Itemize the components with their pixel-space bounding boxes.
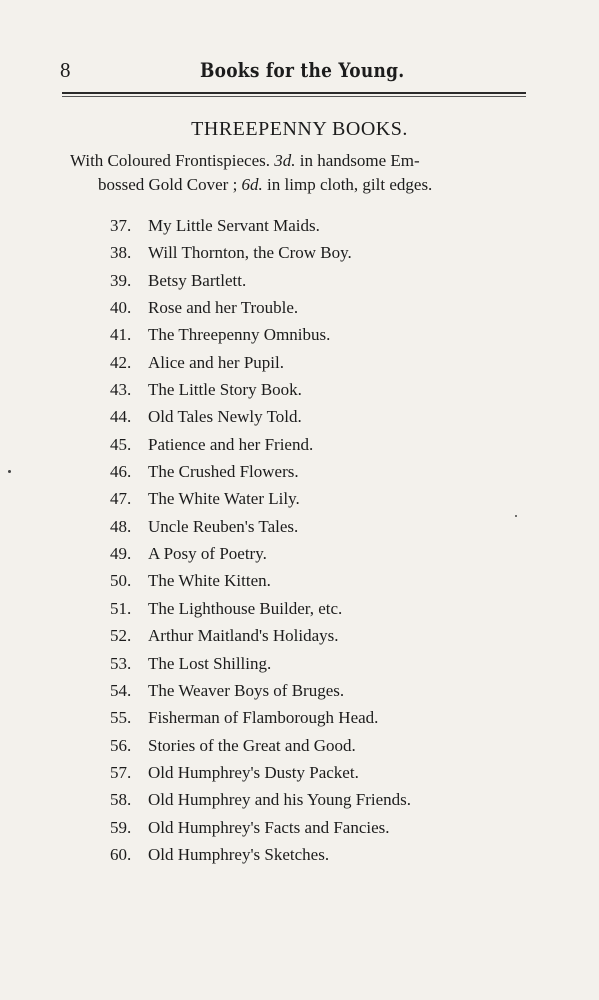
section-title: THREEPENNY BOOKS.	[191, 118, 408, 140]
book-title: Old Humphrey's Sketches.	[148, 844, 330, 864]
book-title: Fisherman of Flamborough Head.	[148, 708, 379, 728]
list-item	[110, 595, 411, 622]
intro-text: in handsome Em-	[295, 151, 420, 170]
book-number: 39.	[110, 270, 132, 290]
book-number: 59.	[110, 817, 132, 837]
book-title: The Little Story Book.	[148, 380, 302, 400]
book-title: My Little Servant Maids.	[148, 216, 320, 235]
book-title: Old Humphrey's Dusty Packet.	[148, 762, 359, 782]
list-item	[110, 622, 411, 649]
book-number: 38.	[110, 243, 132, 263]
list-item	[110, 458, 411, 485]
book-title: Patience and her Friend.	[148, 434, 314, 454]
list-item	[110, 814, 411, 841]
book-title: Betsy Bartlett.	[148, 270, 247, 290]
book-number: 55.	[110, 708, 132, 728]
section-intro	[70, 149, 540, 197]
book-number: 51.	[110, 598, 132, 618]
header-rule	[62, 92, 526, 94]
book-title: Arthur Maitland's Holidays.	[148, 626, 339, 646]
book-number: 57.	[110, 762, 132, 782]
list-item	[110, 540, 411, 567]
book-number: 47.	[110, 489, 132, 509]
book-number: 37.	[110, 216, 132, 235]
header-rule-thin	[62, 96, 526, 97]
book-number: 50.	[110, 571, 132, 591]
book-title: The Threepenny Omnibus.	[148, 325, 331, 345]
book-title: Will Thornton, the Crow Boy.	[148, 243, 352, 263]
list-item	[110, 267, 411, 294]
list-item	[110, 704, 411, 731]
list-item	[110, 349, 411, 376]
book-title: The Weaver Boys of Bruges.	[148, 680, 345, 700]
list-item	[110, 677, 411, 704]
book-number: 48.	[110, 516, 132, 536]
book-number: 49.	[110, 544, 132, 564]
book-number: 60.	[110, 844, 132, 864]
list-item	[110, 841, 411, 868]
list-item	[110, 431, 411, 458]
list-item	[110, 650, 411, 677]
book-title: The Lighthouse Builder, etc.	[148, 598, 343, 618]
list-item	[110, 567, 411, 594]
list-item	[110, 321, 411, 348]
book-title: Stories of the Great and Good.	[148, 735, 356, 755]
page-number: 8	[60, 58, 71, 82]
list-item	[110, 212, 411, 239]
intro-price: 3d.	[274, 151, 296, 170]
list-item	[110, 786, 411, 813]
intro-line-2	[70, 173, 540, 197]
book-number: 40.	[110, 298, 132, 318]
book-title: The White Water Lily.	[148, 489, 300, 509]
book-number: 56.	[110, 735, 132, 755]
book-number: 43.	[110, 380, 132, 400]
list-item	[110, 239, 411, 266]
book-title: The White Kitten.	[148, 571, 271, 591]
list-item	[110, 732, 411, 759]
book-title: Alice and her Pupil.	[148, 352, 284, 372]
list-item	[110, 403, 411, 430]
print-speck	[8, 470, 11, 473]
book-title: A Posy of Poetry.	[148, 544, 267, 564]
book-number: 54.	[110, 680, 132, 700]
intro-text: With Coloured Frontispieces.	[70, 151, 275, 170]
book-title: Old Humphrey and his Young Friends.	[148, 790, 412, 810]
book-number: 42.	[110, 352, 132, 372]
intro-price: 6d.	[241, 175, 263, 194]
intro-line-1	[70, 149, 540, 173]
list-item	[110, 376, 411, 403]
book-number: 53.	[110, 653, 132, 673]
book-number: 52.	[110, 626, 132, 646]
book-title: Rose and her Trouble.	[148, 298, 299, 318]
book-number: 45.	[110, 434, 132, 454]
book-title: Old Humphrey's Facts and Fancies.	[148, 817, 390, 837]
list-item	[110, 485, 411, 512]
intro-text: in limp cloth, gilt edges.	[262, 175, 433, 194]
book-title: Old Tales Newly Told.	[148, 407, 302, 427]
book-title: Uncle Reuben's Tales.	[148, 516, 299, 536]
print-speck	[515, 515, 517, 517]
list-item	[110, 513, 411, 540]
book-number: 41.	[110, 325, 132, 345]
book-title: The Crushed Flowers.	[148, 462, 299, 482]
list-item	[110, 759, 411, 786]
book-number: 58.	[110, 790, 132, 810]
running-head: Books for the Young.	[200, 58, 405, 82]
book-number: 46.	[110, 462, 132, 482]
book-title: The Lost Shilling.	[148, 653, 272, 673]
book-list	[110, 212, 411, 868]
list-item	[110, 294, 411, 321]
intro-text: bossed Gold Cover ;	[98, 175, 242, 194]
book-number: 44.	[110, 407, 132, 427]
